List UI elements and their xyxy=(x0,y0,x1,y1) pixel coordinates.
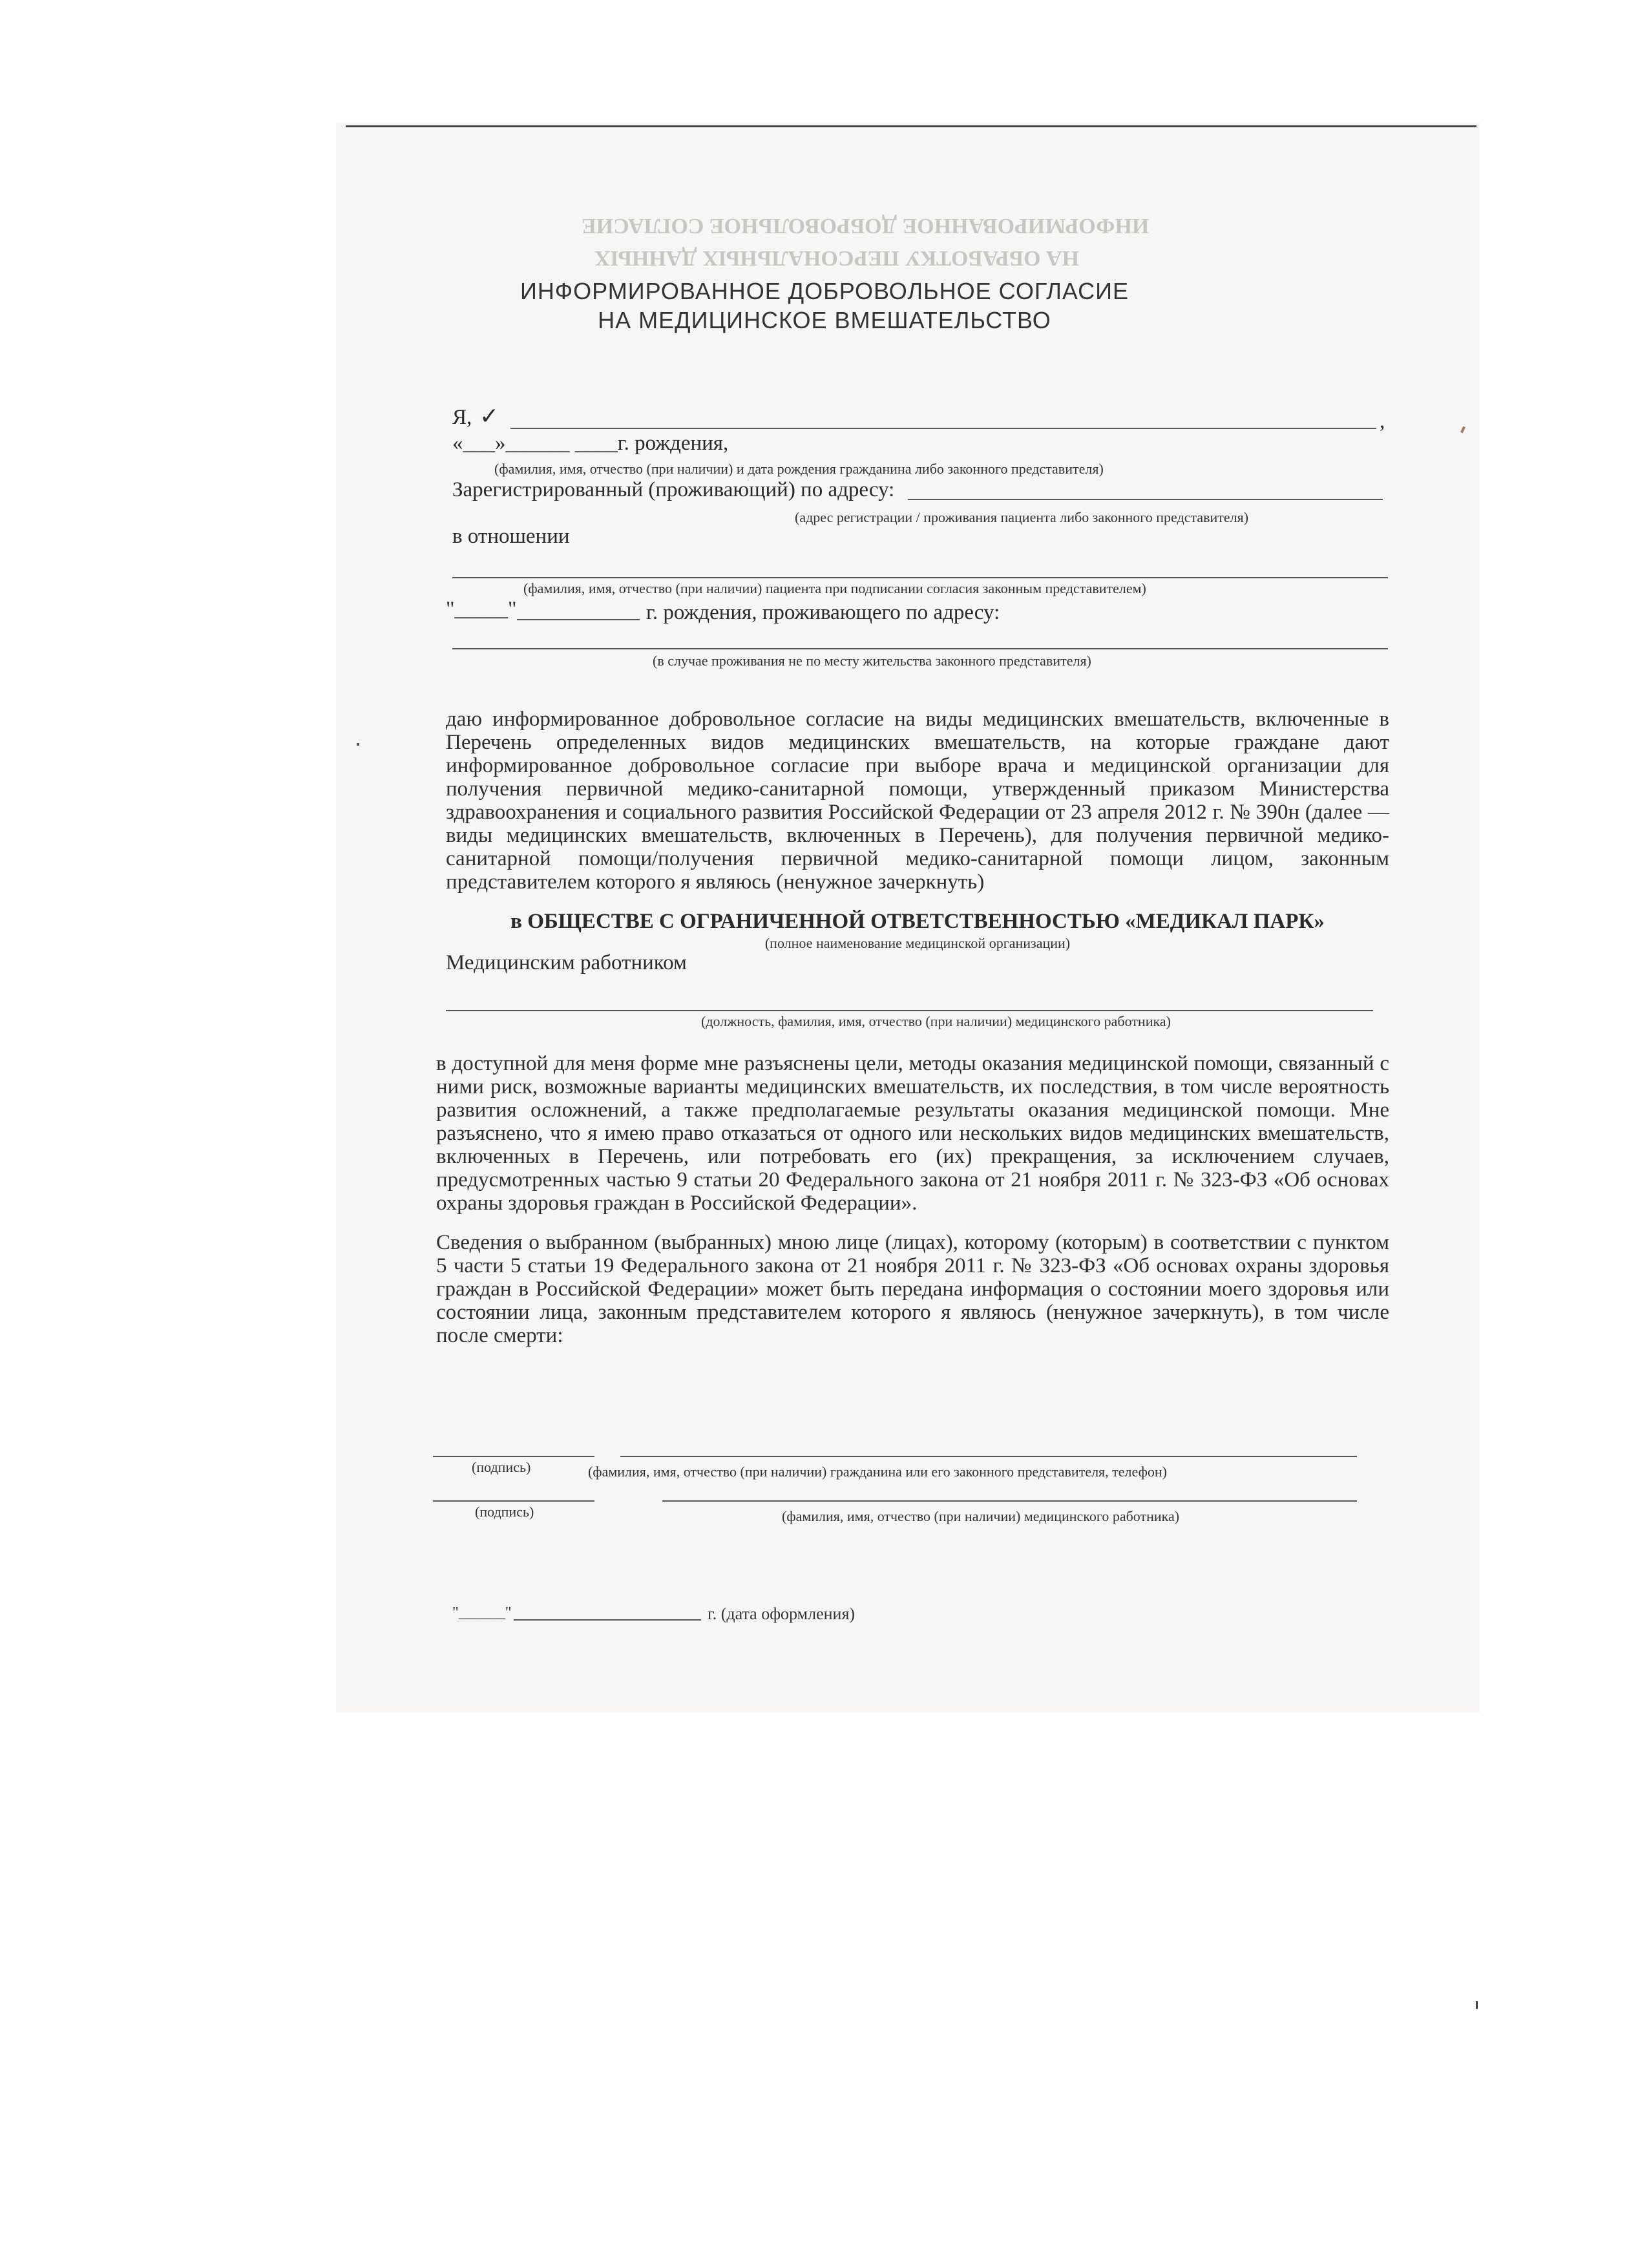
representative-label: в отношении xyxy=(452,525,570,548)
name2-field[interactable] xyxy=(662,1500,1357,1502)
bleed-through-line2: НА ОБРАБОТКУ ПЕРСОНАЛЬНЫХ ДАННЫХ xyxy=(594,246,1079,270)
document-title-line1: ИНФОРМИРОВАННОЕ ДОБРОВОЛЬНОЕ СОГЛАСИЕ xyxy=(520,278,1129,304)
paper-speck xyxy=(357,743,359,746)
organization-name: в ОБЩЕСТВЕ С ОГРАНИЧЕННОЙ ОТВЕТСТВЕННОСТЬЮ «МЕДИКАЛ ПАРК» xyxy=(510,910,1325,933)
name1-field[interactable] xyxy=(620,1456,1357,1457)
patient-prefix: Я, xyxy=(452,406,472,429)
representative-birth-quote: "_____" xyxy=(446,598,517,621)
representative-birth-field[interactable] xyxy=(517,619,640,620)
consent-paragraph: даю информированное добровольное согласие на виды медицинских вмешательств, включенные в Перечень определенных видов медицинских вмешательств, на которые граждане дают информированное добровольное согласие при выборе врача и медицинской организации для получения первичной медико-санитарной помощи, утвержденный приказом Министерства здравоохранения и социального развития Российской Федерации от 23 апреля 2012 г. № 390н (далее — виды медицинских вмешательств, включенных в Перечень), для получения первичной медико-санитарной помощи/получения первичной медико-санитарной помощи лицом, законным представителем которого я являюсь (ненужное зачеркнуть) xyxy=(446,708,1389,894)
organization-caption: (полное наименование медицинской организации) xyxy=(764,935,1071,951)
representative-address-field[interactable] xyxy=(452,648,1388,649)
name2-caption: (фамилия, имя, отчество (при наличии) медицинского работника) xyxy=(782,1508,1180,1524)
signature1-caption: (подпись) xyxy=(472,1459,531,1475)
date-label: г. (дата оформления) xyxy=(708,1604,856,1623)
representative-address-caption: (в случае проживания не по месту жительства законного представителя) xyxy=(653,653,1091,669)
info-paragraph: Сведения о выбранном (выбранных) мною лице (лицах), которому (которым) в соответствии с пунктом 5 части 5 статьи 19 Федерального закона от 21 ноября 2011 г. № 323-ФЗ «Об основах охраны здоровья граждан в Российской Федерации» может быть передана информация о состоянии моего здоровья или состоянии лица, законным представителем которого я являюсь (ненужное зачеркнуть), в том числе после смерти: xyxy=(436,1231,1389,1347)
represented-patient-field[interactable] xyxy=(452,577,1388,578)
medic-name-field[interactable] xyxy=(446,1010,1373,1011)
patient-address-caption: (адрес регистрации / проживания пациента либо законного представителя) xyxy=(795,509,1249,525)
top-edge-line xyxy=(346,125,1476,127)
bleed-through-line1: ИНФОРМИРОВАННОЕ ДОБРОВОЛЬНОЕ СОГЛАСИЕ xyxy=(582,214,1150,238)
signature2-field[interactable] xyxy=(433,1500,594,1502)
medic-label: Медицинским работником xyxy=(446,951,687,974)
patient-name-caption: (фамилия, имя, отчество (при наличии) и дата рождения гражданина либо законного представителя) xyxy=(494,461,1104,477)
date-quote: "______" xyxy=(452,1604,512,1621)
document-title-line2: НА МЕДИЦИНСКОЕ ВМЕШАТЕЛЬСТВО xyxy=(598,307,1051,333)
patient-name-field[interactable] xyxy=(510,428,1376,429)
signature2-caption: (подпись) xyxy=(475,1504,534,1520)
represented-patient-caption: (фамилия, имя, отчество (при наличии) пациента при подписании согласия законным представителем) xyxy=(523,580,1146,596)
paper-speck xyxy=(1476,2001,1478,2009)
name1-caption: (фамилия, имя, отчество (при наличии) гражданина или его законного представителя, телефон) xyxy=(588,1464,1167,1480)
checkmark-icon: ✓ xyxy=(479,403,499,430)
patient-name-comma: , xyxy=(1380,410,1385,433)
date-month-field[interactable] xyxy=(514,1619,701,1621)
medic-caption: (должность, фамилия, имя, отчество (при наличии) медицинского работника) xyxy=(701,1013,1171,1029)
explanation-paragraph: в доступной для меня форме мне разъяснены цели, методы оказания медицинской помощи, связанный с ними риск, возможные варианты медицинских вмешательств, их последствия, в том числе вероятность развития осложнений, а также предполагаемые результаты оказания медицинской помощи. Мне разъяснено, что я имею право отказаться от одного или нескольких видов медицинских вмешательств, включенных в Перечень, или потребовать его (их) прекращения, за исключением случаев, предусмотренных частью 9 статьи 20 Федерального закона от 21 ноября 2011 г. № 323-ФЗ «Об основах охраны здоровья граждан в Российской Федерации». xyxy=(436,1052,1389,1215)
signature1-field[interactable] xyxy=(433,1456,594,1457)
patient-address-field[interactable] xyxy=(908,499,1383,500)
patient-birthdate-field[interactable]: «___»______ ____г. рождения, xyxy=(452,432,729,455)
address-label: Зарегистрированный (проживающий) по адресу: xyxy=(452,478,895,501)
representative-birth-text: г. рождения, проживающего по адресу: xyxy=(646,601,1000,624)
